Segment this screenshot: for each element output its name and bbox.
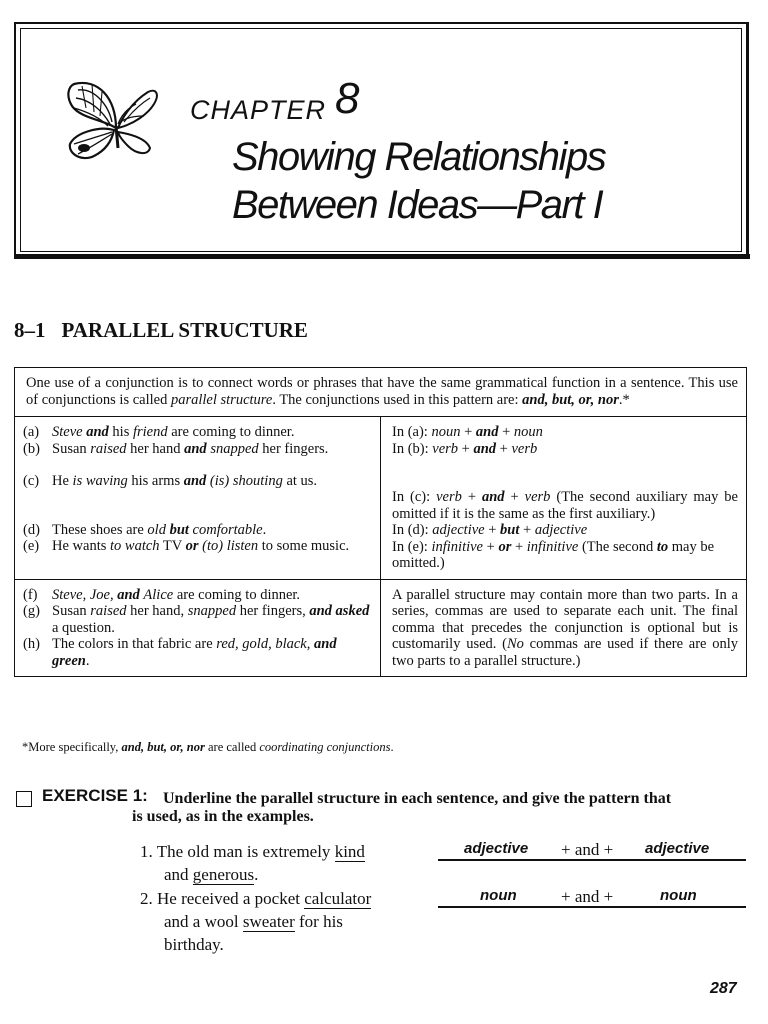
- example-label: (a): [23, 424, 40, 440]
- seg: red, gold, black,: [216, 636, 311, 652]
- example-c: [23, 473, 374, 490]
- section-number: 8–1: [14, 318, 46, 342]
- footnote: [22, 740, 394, 755]
- seg: +: [511, 538, 527, 555]
- seg: infinitive: [431, 538, 483, 555]
- seg: In (e):: [392, 538, 432, 555]
- seg: but: [500, 522, 520, 538]
- seg: +: [458, 440, 474, 457]
- section-title: PARALLEL STRUCTURE: [61, 318, 308, 342]
- answer-left: noun: [480, 887, 517, 904]
- answer-line[interactable]: [438, 859, 746, 861]
- example-h: [23, 636, 374, 669]
- seg: snapped: [210, 440, 259, 457]
- seg: The colors in that fabric are: [52, 636, 217, 652]
- chapter-title-line1: Showing Relationships: [232, 135, 606, 179]
- seg: verb: [524, 489, 551, 505]
- section-heading: [14, 318, 308, 343]
- exercise-instruction-2: is used, as in the examples.: [132, 808, 314, 825]
- seg: may be omitted.): [392, 538, 715, 571]
- explanation-c: [392, 489, 738, 522]
- item-number: 1.: [140, 842, 153, 861]
- seg: at us.: [282, 473, 318, 489]
- table-intro: [15, 368, 746, 417]
- answer-connector: + and +: [561, 887, 614, 906]
- example-label: (b): [23, 440, 40, 457]
- seg: Steve, Joe,: [52, 586, 114, 603]
- example-label: (g): [23, 603, 40, 619]
- seg: comfortable: [192, 521, 263, 538]
- table-row: [15, 417, 746, 579]
- intro-text-2: . The conjunctions used in this pattern are:: [272, 391, 523, 408]
- seg: He wants: [52, 538, 110, 554]
- exercise-checkbox[interactable]: [16, 791, 32, 807]
- seg: .: [262, 521, 267, 538]
- exercise-label: EXERCISE 1:: [42, 786, 148, 805]
- seg: verb: [432, 440, 459, 457]
- seg: to some music.: [258, 538, 350, 554]
- seg: and asked: [309, 603, 370, 619]
- examples-cell: [15, 580, 381, 677]
- seg: +: [461, 489, 482, 505]
- seg: +: [504, 489, 525, 505]
- example-f: [23, 587, 374, 604]
- grammar-table: [14, 367, 747, 677]
- seg: or: [185, 538, 199, 554]
- example-label: (c): [23, 473, 40, 489]
- chapter-number: 8: [335, 74, 360, 123]
- seg: her fingers,: [236, 603, 310, 619]
- seg: and a wool: [164, 912, 243, 931]
- explanations-cell: [381, 417, 746, 579]
- chapter-title-line2: Between Ideas—Part I: [232, 183, 603, 227]
- seg: and: [481, 489, 505, 505]
- underlined-word: sweater: [242, 912, 295, 931]
- seg: or: [498, 538, 512, 555]
- intro-end: .*: [618, 391, 630, 408]
- example-d: [23, 522, 374, 539]
- seg: to watch: [110, 538, 160, 554]
- seg: and: [475, 424, 499, 440]
- explanation-e: [392, 539, 738, 572]
- example-b: [23, 441, 374, 458]
- seg: +: [483, 538, 499, 555]
- seg: his: [108, 424, 133, 440]
- seg: noun: [431, 424, 461, 440]
- seg: her hand,: [126, 603, 188, 619]
- seg: and: [183, 473, 207, 489]
- explanations-cell: [381, 580, 746, 677]
- seg: +: [519, 522, 535, 538]
- seg: birthday.: [164, 935, 224, 954]
- seg: He received a pocket: [157, 889, 305, 908]
- seg: and green: [52, 636, 337, 669]
- seg: commas are used if there are only two parts to a parallel structure.): [392, 636, 738, 669]
- seg: friend: [132, 424, 168, 440]
- seg: are coming to dinner.: [173, 586, 301, 603]
- intro-term: parallel structure: [170, 391, 273, 408]
- seg: +: [498, 424, 514, 440]
- exercise-item-2: [140, 887, 371, 956]
- explanation-a: [392, 424, 738, 441]
- exercise-instruction: Underline the parallel structure in each sentence, and give the pattern that: [163, 790, 672, 807]
- seg: In (b):: [392, 440, 433, 457]
- item-number: 2.: [140, 889, 153, 908]
- seg: and: [184, 440, 207, 457]
- example-label: (d): [23, 521, 40, 538]
- answer-right: noun: [660, 887, 697, 904]
- butterfly-icon: [64, 78, 164, 168]
- intro-text: One use of a conjunction is to connect words or phrases that have the same grammatical function in a sentence. This use of conjunctions is called: [26, 375, 738, 408]
- seg: adjective: [534, 522, 588, 538]
- example-a: [23, 424, 374, 441]
- examples-cell: [15, 417, 381, 579]
- example-label: (f): [23, 586, 38, 603]
- seg: and: [473, 440, 497, 457]
- seg: Susan: [52, 603, 91, 619]
- seg: old: [147, 521, 166, 538]
- seg: a question.: [52, 619, 115, 636]
- answer-connector: + and +: [561, 840, 614, 859]
- example-label: (h): [23, 636, 40, 652]
- seg: his arms: [127, 473, 184, 489]
- seg: (The second: [578, 538, 657, 555]
- chapter-title: [232, 133, 605, 229]
- seg: and: [117, 586, 140, 603]
- seg: to: [656, 538, 669, 555]
- seg: In (d):: [392, 522, 433, 538]
- seg: Alice: [143, 586, 174, 603]
- page-number: 287: [710, 980, 737, 997]
- seg: +: [484, 522, 501, 538]
- underlined-word: generous: [192, 865, 255, 884]
- example-label: (e): [23, 538, 40, 554]
- seg: noun: [513, 424, 543, 440]
- answer-line[interactable]: [438, 906, 746, 908]
- seg: her hand: [126, 440, 185, 457]
- explanation-series: A parallel structure may contain more than two parts. In a series, commas are used to separate each unit. The final comma that precedes the conjunction is optional but is customarily used. (: [392, 586, 738, 652]
- underlined-word: kind: [334, 842, 365, 861]
- exercise-item-1: [140, 840, 365, 886]
- underlined-word: calculator: [304, 889, 372, 908]
- seg: No: [506, 636, 524, 652]
- seg: raised: [90, 440, 127, 457]
- explanation-b: [392, 441, 738, 458]
- example-g: [23, 603, 374, 636]
- table-row: [15, 579, 746, 677]
- seg: her fingers.: [258, 440, 329, 457]
- example-e: [23, 538, 374, 555]
- seg: (The second auxiliary may be omitted if it is the same as the first auxiliary.): [392, 489, 738, 522]
- seg: adjective: [432, 522, 485, 538]
- seg: verb: [511, 440, 538, 457]
- seg: (to) listen: [202, 538, 259, 554]
- seg: are coming to dinner.: [167, 424, 295, 440]
- seg: .: [390, 740, 394, 754]
- seg: He: [52, 473, 73, 489]
- explanation-d: [392, 522, 738, 539]
- seg: In (c):: [392, 489, 437, 505]
- seg: Steve: [52, 424, 87, 440]
- seg: +: [460, 424, 476, 440]
- seg: but: [169, 521, 189, 538]
- seg: In (a):: [392, 424, 432, 440]
- seg: verb: [436, 489, 462, 505]
- seg: Susan: [52, 440, 91, 457]
- seg: coordinating conjunctions: [259, 740, 391, 754]
- seg: These shoes are: [52, 521, 148, 538]
- seg: snapped: [187, 603, 237, 619]
- seg: and, but, or, nor: [121, 740, 205, 754]
- seg: .: [85, 652, 90, 669]
- seg: is waving: [72, 473, 128, 489]
- seg: and: [86, 424, 109, 440]
- seg: (is) shouting: [209, 473, 283, 489]
- seg: +: [496, 440, 512, 457]
- seg: for his: [294, 912, 343, 931]
- seg: are called: [204, 740, 260, 754]
- answer-left: adjective: [464, 840, 529, 857]
- chapter-label: CHAPTER: [190, 95, 327, 125]
- seg: TV: [159, 538, 186, 554]
- seg: *More specifically,: [22, 740, 122, 754]
- seg: .: [254, 865, 259, 884]
- answer-right: adjective: [645, 840, 710, 857]
- seg: and: [164, 865, 193, 884]
- chapter-header-rule: [14, 254, 750, 259]
- intro-conjunctions: and, but, or, nor: [522, 391, 619, 408]
- seg: raised: [90, 603, 127, 619]
- seg: infinitive: [526, 538, 579, 555]
- seg: The old man is extremely: [156, 842, 335, 861]
